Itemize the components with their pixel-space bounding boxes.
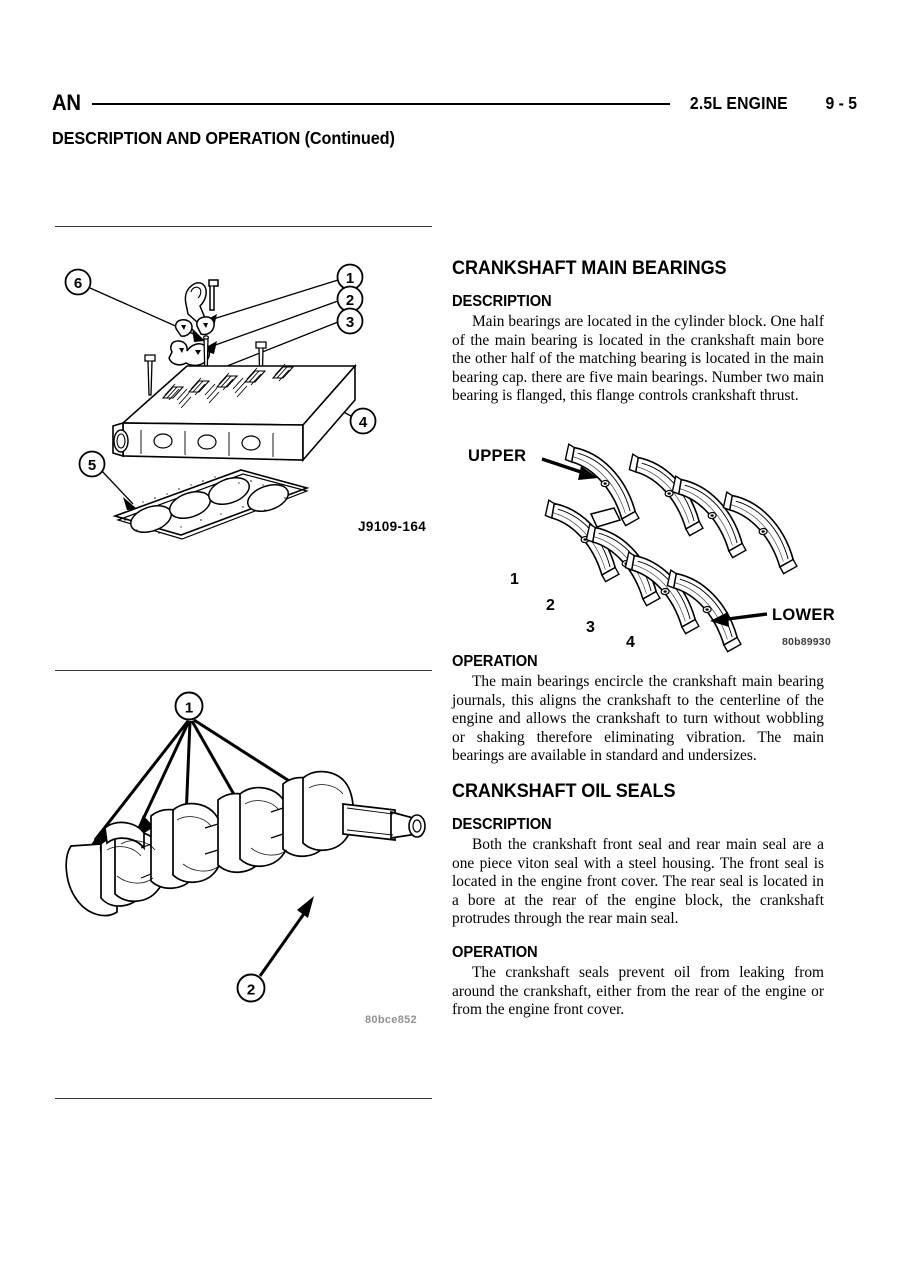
header-left-code: AN — [52, 90, 81, 115]
callout-6: 6 — [73, 275, 83, 292]
bearing-number-2: 2 — [546, 597, 555, 614]
subheading-operation-seals: OPERATION — [452, 943, 538, 961]
callout-4: 4 — [358, 414, 368, 431]
bearing-number-1: 1 — [510, 571, 519, 588]
subheading-description-seals: DESCRIPTION — [452, 815, 552, 833]
page-header — [52, 88, 857, 118]
heading-crankshaft-oil-seals: CRANKSHAFT OIL SEALS — [452, 780, 676, 802]
callout-1: 1 — [345, 270, 355, 287]
bearing-number-4: 4 — [626, 634, 635, 651]
divider-middle — [55, 670, 432, 671]
callout-5: 5 — [87, 457, 97, 474]
paragraph-operation-bearings: The main bearings encircle the crankshaft main bearing journals, this aligns the crankshaft to the centerline of the engine and allows the crankshaft to turn without wobbling or shaking therefore eliminating vibration. The main bearings are available in standard and undersizes. — [452, 672, 824, 765]
figure-id-crankshaft: 80bce852 — [365, 1014, 417, 1026]
paragraph-description-bearings: Main bearings are located in the cylinder block. One half of the main bearing is located in the crankshaft main bore the other half of the matching bearing is located in the main bearing cap. there are five main bearings. Number two main bearing is flanged, this flange controls crankshaft thrust. — [452, 313, 824, 405]
callout-2: 2 — [345, 292, 355, 309]
figure-crankshaft — [55, 688, 440, 1018]
paragraph-operation-seals: The crankshaft seals prevent oil from leaking from around the crankshaft, either from the rear of the engine or from the engine front cover. — [452, 963, 824, 1019]
crankshaft-callout-1: 1 — [184, 699, 194, 717]
label-lower: LOWER — [772, 606, 835, 624]
page-number: 9 - 5 — [825, 92, 857, 113]
figure-slot-main-bearings — [452, 421, 824, 653]
divider-top — [55, 226, 432, 227]
right-column — [452, 258, 824, 1020]
subheading-operation-bearings: OPERATION — [452, 652, 538, 670]
crankshaft-callout-2: 2 — [246, 981, 256, 999]
figure-id-cylinder-head: J9109-164 — [358, 519, 427, 534]
divider-bottom — [55, 1098, 432, 1099]
header-title: 2.5L ENGINE — [689, 92, 788, 113]
subheading-description-bearings: DESCRIPTION — [452, 293, 552, 310]
figure-id-main-bearings: 80b89930 — [782, 636, 831, 648]
bearing-number-3: 3 — [586, 619, 595, 636]
figure-cylinder-head — [55, 248, 435, 553]
paragraph-description-seals: Both the crankshaft front seal and rear main seal are a one piece viton seal with a steel housing. The front seal is located in the engine front cover. The rear seal is located in a bore at the rear of the engine block, the crankshaft protrudes through the rear main seal. — [452, 835, 824, 928]
header-rule — [92, 103, 670, 105]
callout-3: 3 — [345, 314, 355, 331]
heading-crankshaft-main-bearings: CRANKSHAFT MAIN BEARINGS — [452, 258, 727, 279]
section-subhead: DESCRIPTION AND OPERATION (Continued) — [52, 128, 395, 148]
label-upper: UPPER — [468, 447, 527, 465]
